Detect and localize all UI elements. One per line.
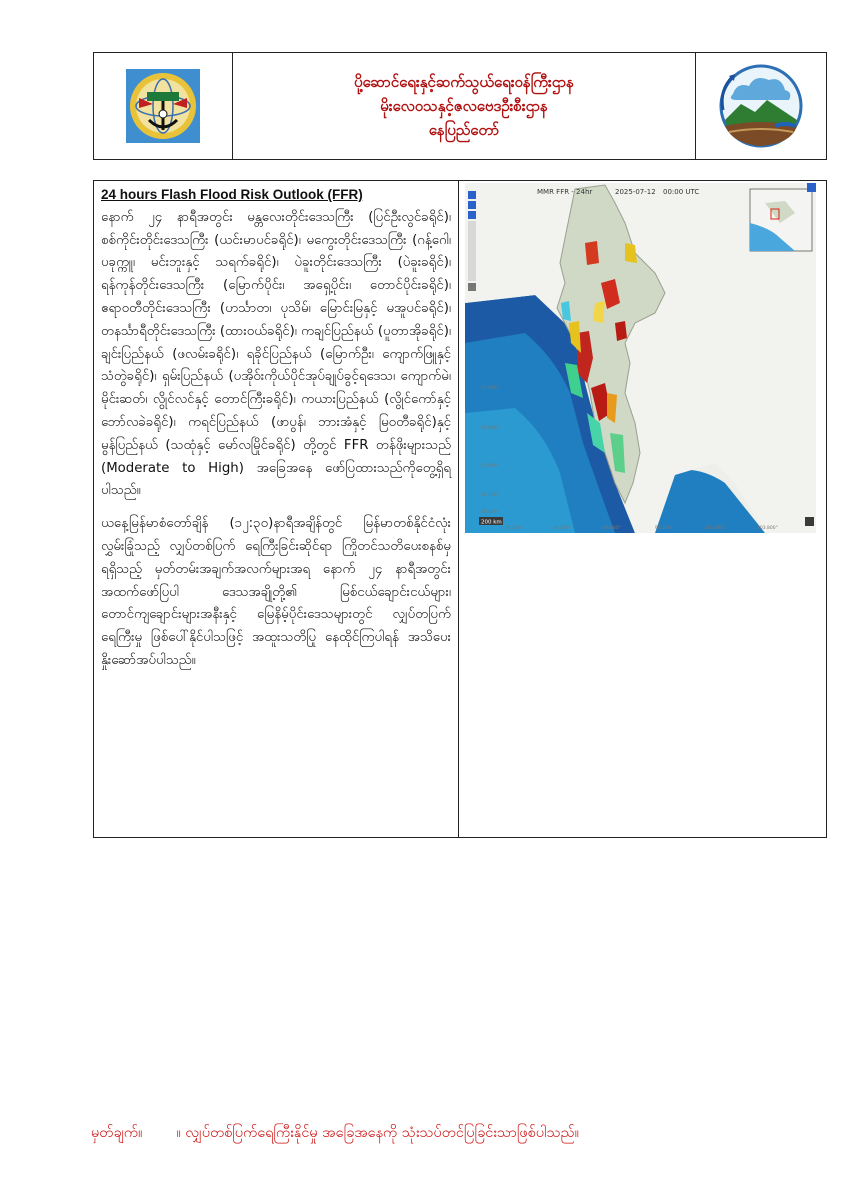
map-lon-label: 92.200°	[505, 526, 523, 531]
department-name: မိုးလေဝသနှင့်ဇလဗေဒဦးစီးဌာန	[380, 97, 548, 115]
content-table	[93, 180, 827, 838]
ffr-map-graphic	[465, 183, 816, 533]
map-lon-label: 103.800°	[757, 526, 778, 531]
city-name: နေပြည်တော်	[428, 121, 500, 139]
map-column	[459, 181, 826, 837]
map-lat-label: 12.160°	[481, 493, 499, 498]
map-title: MMR FFR - 24hr	[537, 188, 593, 196]
map-date: 2025-07-12	[615, 188, 656, 196]
map-lon-label: 96.840°	[603, 526, 621, 531]
hydrology-logo	[715, 60, 807, 152]
text-column	[94, 181, 459, 837]
map-lon-label: 99.160°	[655, 526, 673, 531]
map-lat-label: 15.680°	[481, 426, 499, 431]
header-table	[93, 52, 827, 160]
map-lat-label: 10.400°	[481, 510, 499, 515]
ffr-map	[465, 183, 816, 533]
map-lon-label: 101.480°	[705, 526, 726, 531]
ffr-affected-areas-paragraph: နောက် ၂၄ နာရီအတွင်း မန္တလေးတိုင်းဒေသကြီး (ပြင်ဦးလွင်ခရိုင်)၊ စစ်ကိုင်းတိုင်းဒေသကြီး (ယင်းမာပင်ခရိုင်)၊ မကွေးတိုင်းဒေသကြီး (ဂန့်ဂေါ၊ ပခုက္ကူ၊ မင်းဘူးနှင့် သရက်ခရိုင်)၊ ပဲခူးတိုင်းဒေသကြီး (ပဲခူးခရိုင်)၊ ရန်ကုန်တိုင်းဒေသကြီး (မြောက်ပိုင်း၊ အရှေ့ပိုင်း၊ တောင်ပိုင်းခရိုင်)၊ ဧရာဝတီတိုင်းဒေသကြီး (ဟင်္သာတ၊ ပုသိမ်၊ မြောင်းမြနှင့် မအူပင်ခရိုင်)၊ တနင်္သာရီတိုင်းဒေသကြီး (ထားဝယ်ခရိုင်)၊ ကချင်ပြည်နယ် (ပူတာအိုခရိုင်)၊ ချင်းပြည်နယ် (ဖလမ်းခရိုင်)၊ ရခိုင်ပြည်နယ် (မြောက်ဦး၊ ကျောက်ဖြူနှင့် သံတွဲခရိုင်)၊ ရှမ်းပြည်နယ် (ပအိုဝ်းကိုယ်ပိုင်အုပ်ချုပ်ခွင့်ရဒေသ၊ ကျောက်မဲ၊ မိုင်းဆတ်၊ လွိုင်လင်နှင့် တောင်ကြီးခရိုင်)၊ ကယားပြည်နယ် (လွိုင်ကော်နှင့် ဘော်လခဲခရိုင်)၊ ကရင်ပြည်နယ် (ဖာပွန်၊ ဘားအံနှင့် မြဝတီခရိုင်)နှင့် မွန်ပြည်နယ် (သထုံနှင့် မော်လမြိုင်ခရိုင်) တို့တွင် FFR တန်ဖိုးများသည် (Moderate to High) အခြေအနေ ဖော်ပြထားသည်ကိုတွေ့ရှိရပါသည်။	[101, 209, 451, 499]
ministry-logo	[125, 68, 201, 144]
map-scale-bar	[479, 517, 503, 526]
footer-note-label: မှတ်ချက်။	[91, 1125, 143, 1141]
footer-note	[91, 1124, 579, 1145]
map-lat-label: 17.440°	[481, 386, 499, 391]
footer-note-text: ။ လျှပ်တစ်ပြက်ရေကြီးနိုင်မှု အခြေအနေကို သုံးသပ်တင်ပြခြင်းသာဖြစ်ပါသည်။	[176, 1125, 580, 1141]
map-zoom-controls[interactable]	[468, 191, 476, 291]
map-time: 00:00 UTC	[663, 188, 700, 196]
ministry-name: ပို့ဆောင်ရေးနှင့်ဆက်သွယ်ရေးဝန်ကြီးဌာန	[354, 73, 574, 91]
map-lon-label: 94.520°	[553, 526, 571, 531]
map-inset-overview[interactable]	[750, 183, 816, 251]
department-logo-cell	[695, 53, 826, 159]
header-title-block	[233, 53, 695, 159]
ministry-logo-cell	[94, 53, 233, 159]
map-lat-label: 13.920°	[481, 464, 499, 469]
ffr-title: 24 hours Flash Flood Risk Outlook (FFR)	[101, 187, 363, 202]
ffr-advisory-paragraph: ယနေ့မြန်မာစံတော်ချိန် (၁၂:၃၀)နာရီအချိန်တွင် မြန်မာတစ်နိုင်ငံလုံး လွှမ်းခြုံသည့် လျှပ်တစ်ပြက် ရေကြီးခြင်းဆိုင်ရာ ကြိုတင်သတိပေးစနစ်မှ ရရှိသည့် မှတ်တမ်းအချက်အလက်များအရ နောက် ၂၄ နာရီအတွင်း အထက်ဖော်ပြပါ ဒေသအချို့တို့၏ မြစ်ငယ်ချောင်းငယ်များ၊ တောင်ကျချောင်းများအနီးနှင့် မြေနိမ့်ပိုင်းဒေသများတွင် လျှပ်တပြက်ရေကြီးမှု ဖြစ်ပေါ်နိုင်ပါသဖြင့် အထူးသတိပြု နေထိုင်ကြပါရန် အသိပေးနှိုးဆော်အပ်ပါသည်။	[101, 516, 451, 668]
map-info-icon[interactable]	[805, 517, 814, 526]
map-scale-label: 200 km	[481, 519, 502, 526]
